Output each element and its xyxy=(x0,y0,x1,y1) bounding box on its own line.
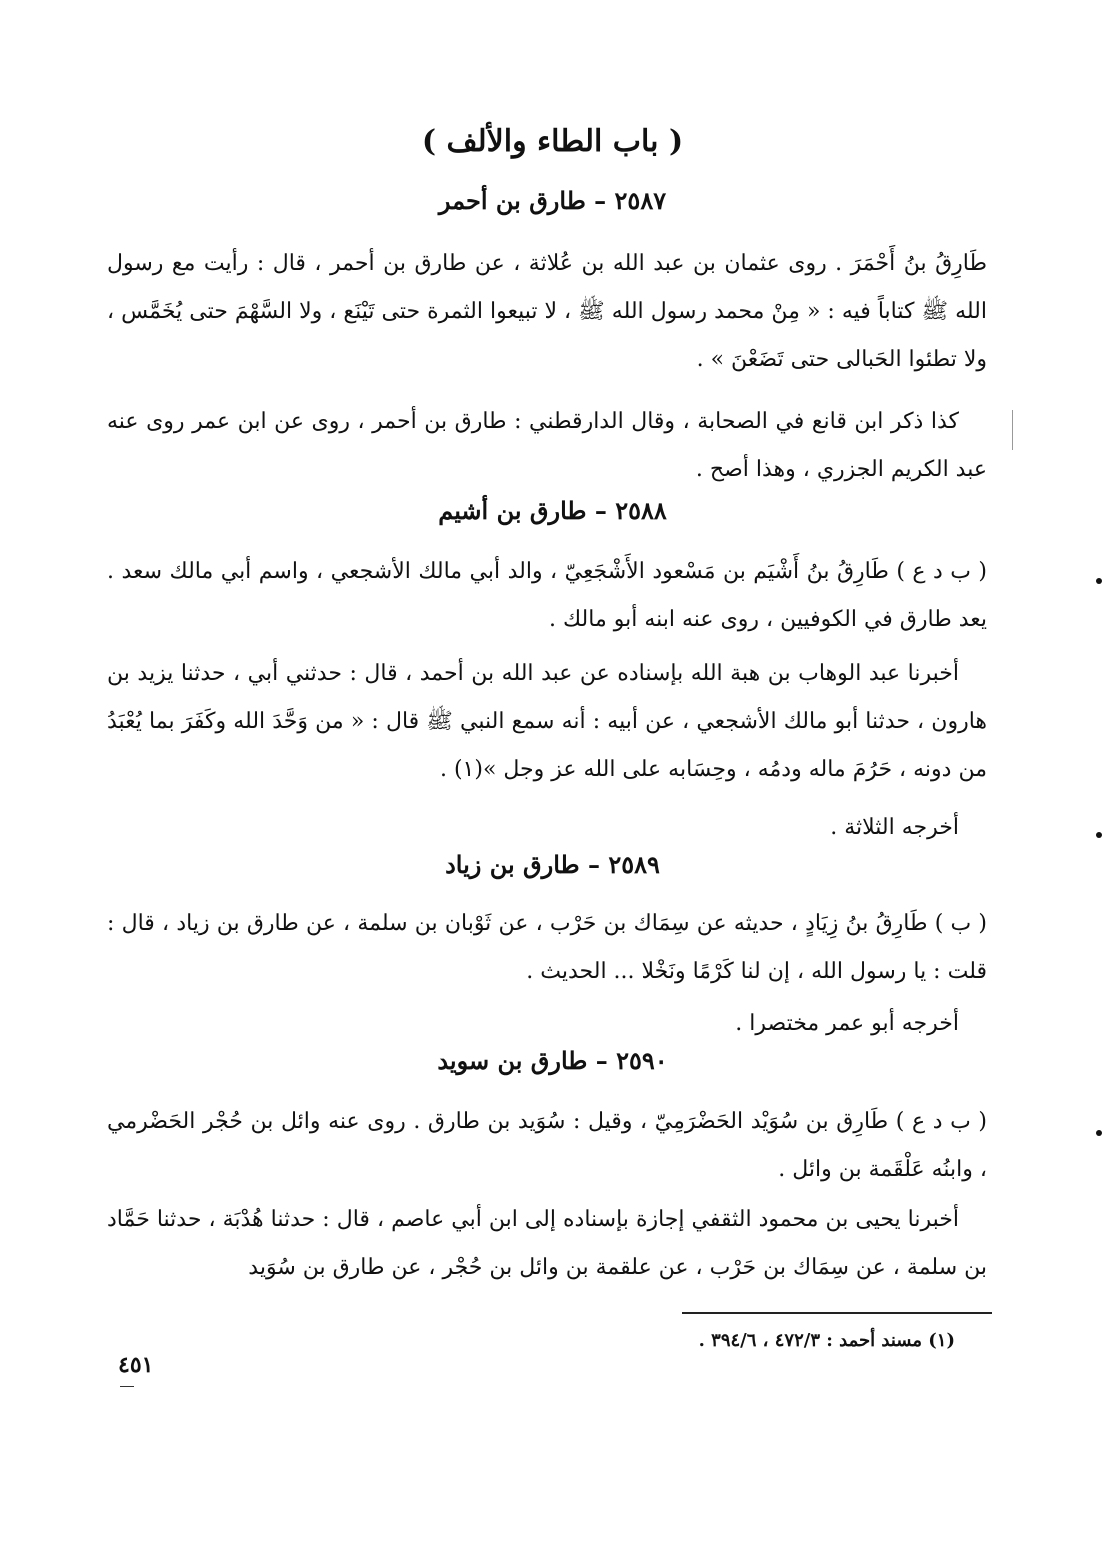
entry-2587-paragraph-2: كذا ذكر ابن قانع في الصحابة ، وقال الدارقطني : طارق بن أحمر ، روى عن ابن عمر روى عنه عبد الكريم الجزري ، وهذا أصح . xyxy=(107,409,987,482)
entry-2589-paragraph-2: أخرجه أبو عمر مختصرا . xyxy=(735,1011,959,1036)
entry-heading-2588: ٢٥٨٨ – طارق بن أشيم xyxy=(438,496,667,525)
entry-heading-2587: ٢٥٨٧ – طارق بن أحمر xyxy=(438,186,667,215)
entry-2588-paragraph-3: أخرجه الثلاثة . xyxy=(830,815,959,840)
margin-mark xyxy=(1096,578,1102,584)
entry-2590-paragraph-1: ( ب د ع ) طَارِق بن سُوَيْد الحَضْرَمِيّ ، وقيل : سُوَيد بن طارق . روى عنه وائل بن حُجْر الحَضْرمي ، وابنُه عَلْقَمة بن وائل . xyxy=(107,1109,987,1182)
chapter-heading: ( باب الطاء والألف ) xyxy=(421,124,684,159)
entry-heading-2590: ٢٥٩٠ – طارق بن سويد xyxy=(437,1046,668,1075)
entry-2588-paragraph-2: أخبرنا عبد الوهاب بن هبة الله بإسناده عن عبد الله بن أحمد ، قال : حدثني أبي ، حدثنا يزيد بن هارون ، حدثنا أبو مالك الأشجعي ، عن أبيه : أنه سمع النبي ﷺ قال : « من وَحَّدَ الله وكَفَرَ بما يُعْبَدُ من دونه ، حَرُمَ ماله ودمُه ، وحِسَابه على الله عز وجل »(١) . xyxy=(107,661,987,782)
footnote: (١) مسند أحمد : ٤٧٢/٣ ، ٣٩٤/٦ . xyxy=(698,1330,955,1351)
margin-mark xyxy=(1096,832,1102,838)
scan-edge-line xyxy=(1012,410,1013,450)
entry-2588-paragraph-1: ( ب د ع ) طَارِقُ بنُ أَشْيَم بن مَسْعود الأَشْجَعِيّ ، والد أبي مالك الأشجعي ، واسم أبي مالك سعد . يعد طارق في الكوفيين ، روى عنه ابنه أبو مالك . xyxy=(107,559,987,632)
entry-2589-paragraph-1: ( ب ) طَارِقُ بنُ زِيَادٍ ، حديثه عن سِمَاك بن حَرْب ، عن ثَوْبان بن سلمة ، عن طارق بن زياد ، قال : قلت : يا رسول الله ، إن لنا كَرْمًا ونَخْلا ... الحديث . xyxy=(107,911,987,984)
footnote-separator xyxy=(682,1312,992,1314)
page-number: ٤٥١ xyxy=(118,1352,154,1378)
page-number-dash xyxy=(120,1386,134,1387)
margin-mark xyxy=(1096,1130,1102,1136)
entry-heading-2589: ٢٥٨٩ – طارق بن زياد xyxy=(445,850,660,879)
entry-2587-paragraph-1: طَارِقُ بنُ أَحْمَرَ . روى عثمان بن عبد الله بن عُلاثة ، عن طارق بن أحمر ، قال : رأيت مع رسول الله ﷺ كتاباً فيه : « مِنْ محمد رسول الله ﷺ ، لا تبيعوا الثمرة حتى تَيْنَع ، ولا السَّهْمَ حتى يُخَمَّس ، ولا تطئوا الحَبالى حتى تَضَعْنَ » . xyxy=(107,251,987,372)
entry-2590-paragraph-2: أخبرنا يحيى بن محمود الثقفي إجازة بإسناده إلى ابن أبي عاصم ، قال : حدثنا هُدْبَة ، حدثنا حَمَّاد بن سلمة ، عن سِمَاك بن حَرْب ، عن علقمة بن وائل بن حُجْر ، عن طارق بن سُوَيد xyxy=(107,1207,987,1280)
